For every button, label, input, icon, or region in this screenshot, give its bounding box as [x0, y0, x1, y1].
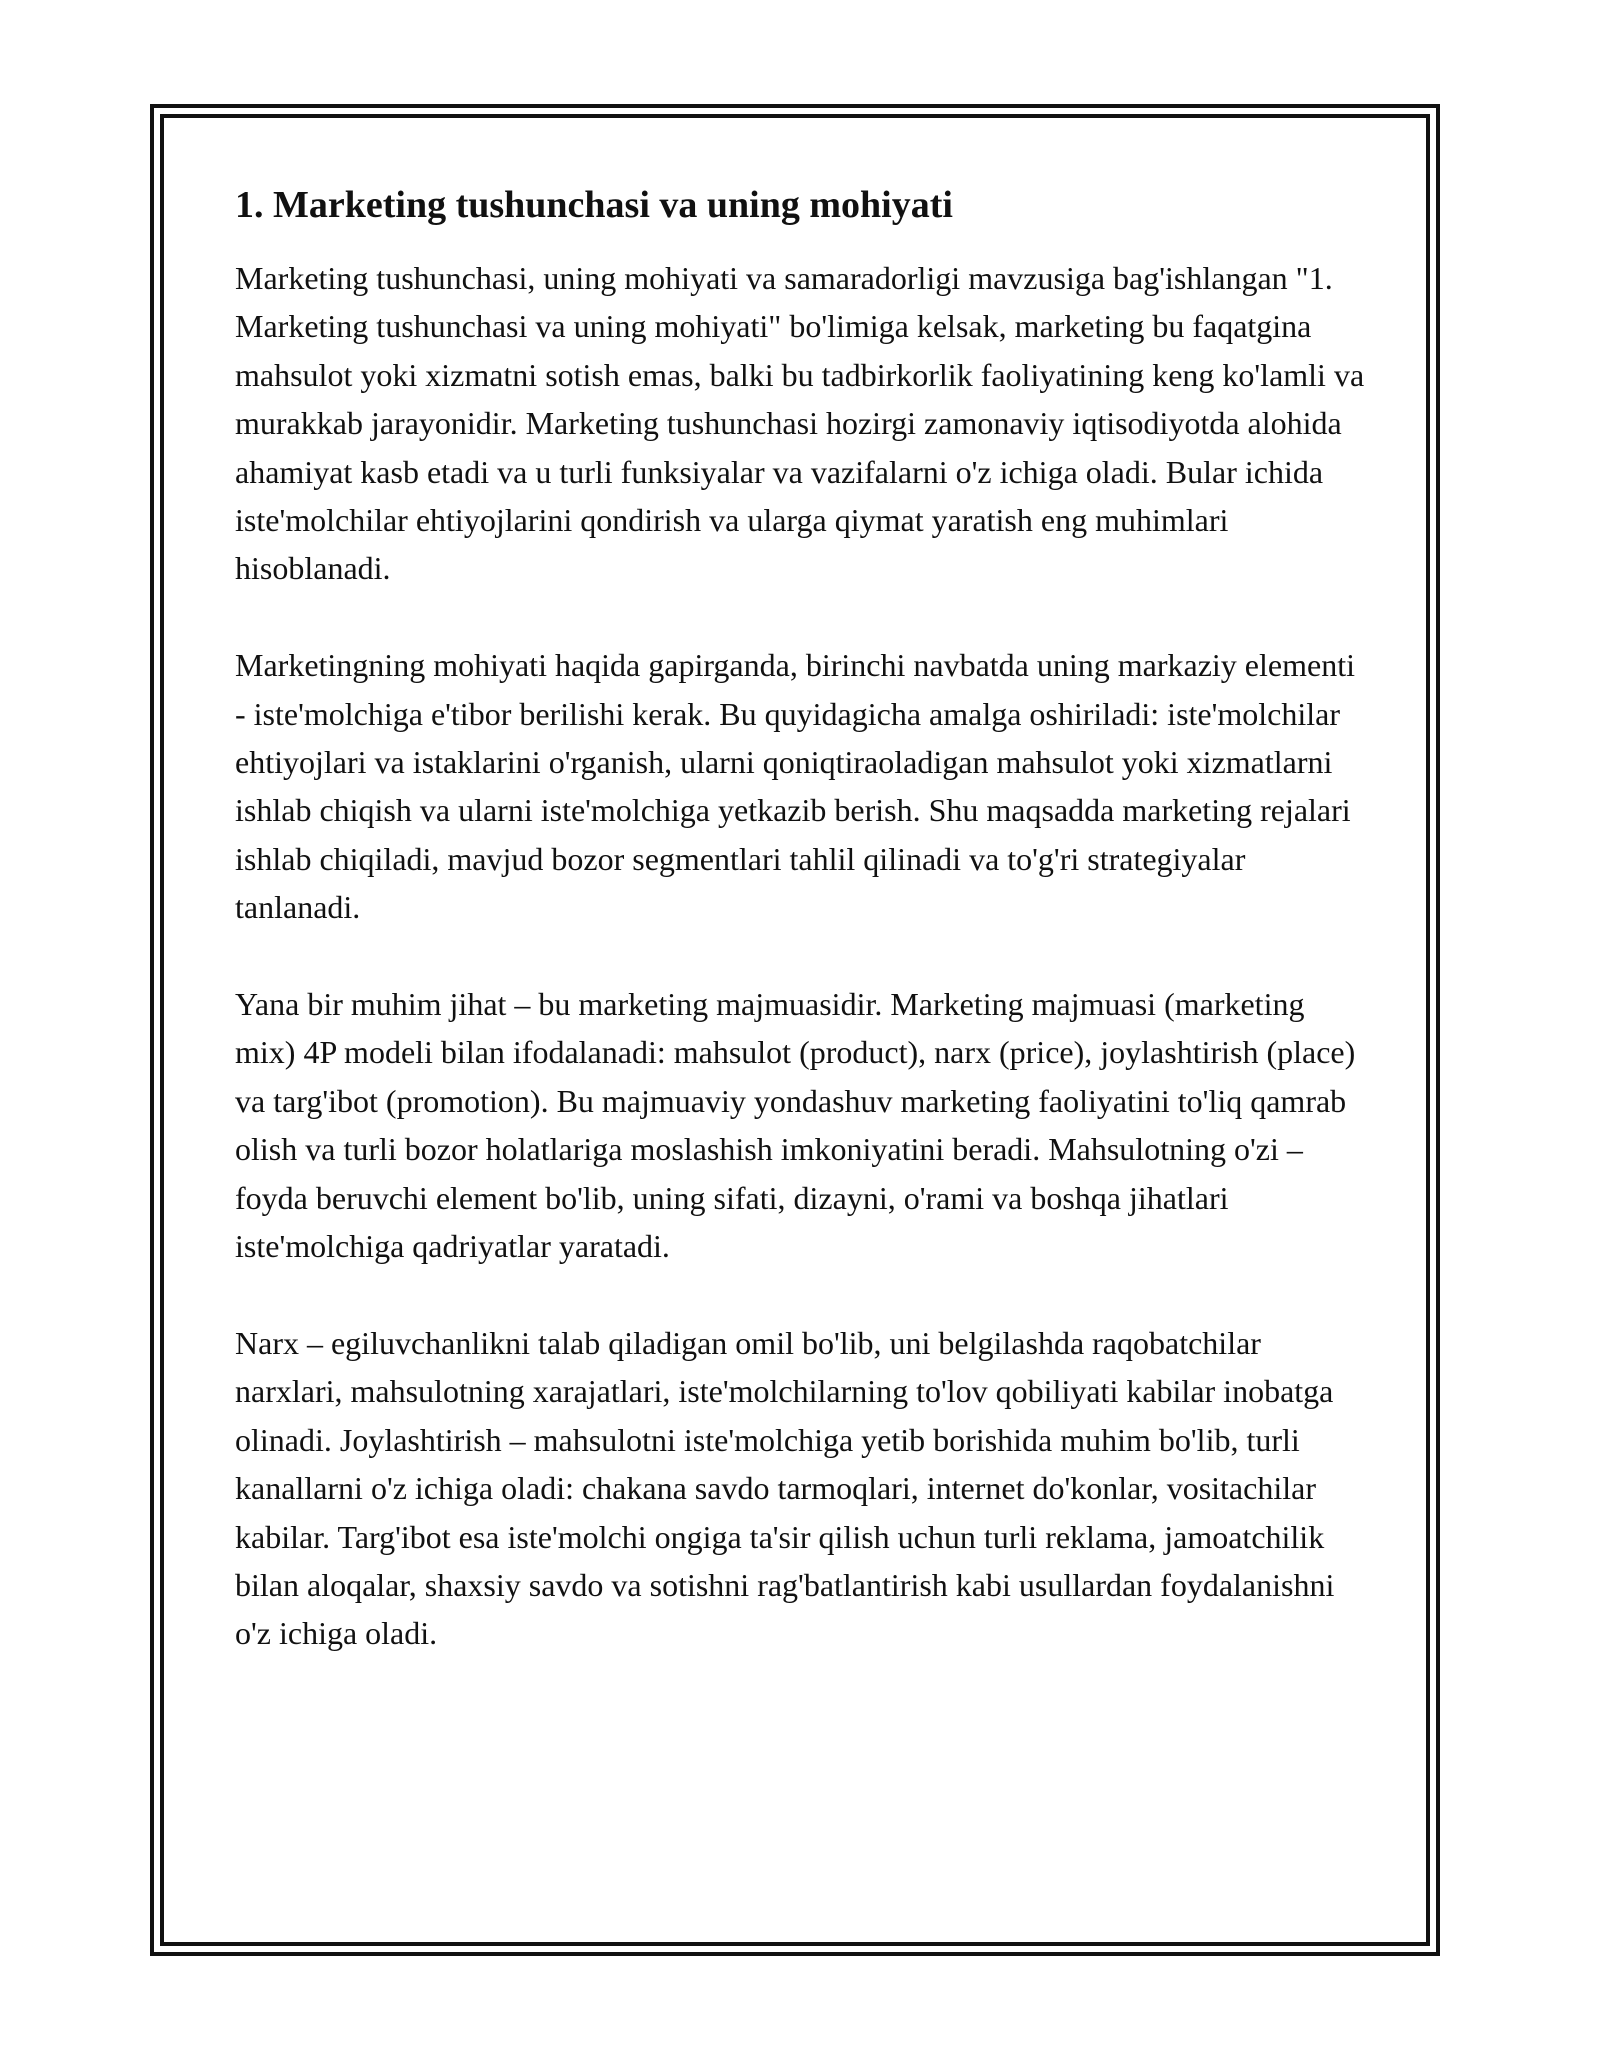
paragraph-2: Marketingning mohiyati haqida gapirganda, birinchi navbatda uning markaziy elementi - iste'molchiga e'tibor berilishi kerak. Bu quyidagicha amalga oshiriladi: iste'molchilar ehtiyojlari va istaklarini o'rganish, ularni qoniqtiraoladigan mahsulot yoki xizmatlarni ishlab chiqish va ularni iste'molchiga yetkazib berish. Shu maqsadda marketing rejalari ishlab chiqiladi, mavjud bozor segmentlari tahlil qilinadi va to'g'ri strategiyalar tanlanadi.: [235, 647, 1355, 926]
section-heading: 1. Marketing tushunchasi va uning mohiyati: [235, 184, 953, 226]
paragraph-1: Marketing tushunchasi, uning mohiyati va samaradorligi mavzusiga bag'ishlangan "1. Marketing tushunchasi va uning mohiyati" bo'limiga kelsak, marketing bu faqatgina mahsulot yoki xizmatni sotish emas, balki bu tadbirkorlik faoliyatining keng ko'lamli va murakkab jarayonidir. Marketing tushunchasi hozirgi zamonaviy iqtisodiyotda alohida ahamiyat kasb etadi va u turli funksiyalar va vazifalarni o'z ichiga oladi. Bular ichida iste'molchilar ehtiyojlarini qondirish va ularga qiymat yaratish eng muhimlari hisoblanadi.: [235, 260, 1365, 587]
paragraph-3: Yana bir muhim jihat – bu marketing majmuasidir. Marketing majmuasi (marketing mix) 4P modeli bilan ifodalanadi: mahsulot (product), narx (price), joylashtirish (place) va targ'ibot (promotion). Bu majmuaviy yondashuv marketing faoliyatini to'liq qamrab olish va turli bozor holatlariga moslashish imkoniyatini beradi. Mahsulotning o'zi – foyda beruvchi element bo'lib, uning sifati, dizayni, o'rami va boshqa jihatlari iste'molchiga qadriyatlar yaratadi.: [235, 986, 1356, 1265]
document-body: [235, 180, 1365, 1706]
paragraph-4: Narx – egiluvchanlikni talab qiladigan omil bo'lib, uni belgilashda raqobatchilar narxlari, mahsulotning xarajatlari, iste'molchilarning to'lov qobiliyati kabilar inobatga olinadi. Joylashtirish – mahsulotni iste'molchiga yetib borishida muhim bo'lib, turli kanallarni o'z ichiga oladi: chakana savdo tarmoqlari, internet do'konlar, vositachilar kabilar. Targ'ibot esa iste'molchi ongiga ta'sir qilish uchun turli reklama, jamoatchilik bilan aloqalar, shaxsiy savdo va sotishni rag'batlantirish kabi usullardan foydalanishni o'z ichiga oladi.: [235, 1324, 1335, 1652]
